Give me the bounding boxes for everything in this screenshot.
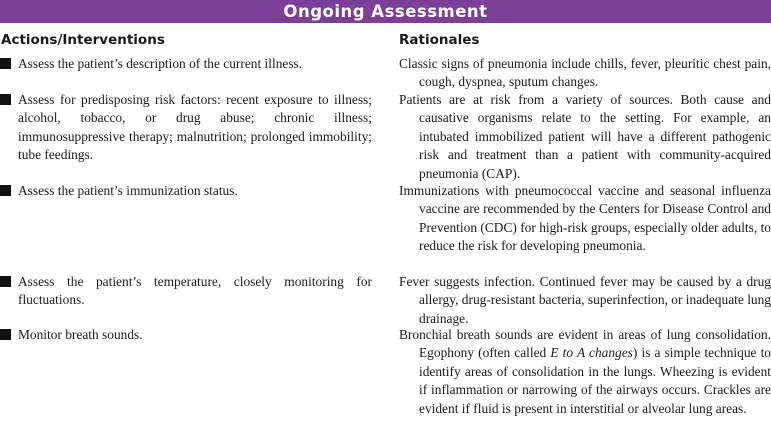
- rationale-cell: [399, 55, 771, 92]
- square-bullet-icon: [0, 58, 11, 69]
- rationale-emphasis: E to A changes: [550, 345, 633, 361]
- rationale-text: Bronchial breath sounds are evident in areas of lung consolidation. Egophony (often called: [399, 327, 771, 361]
- action-cell: [0, 326, 372, 344]
- rationale-text: Fever suggests infection. Continued fever may be caused by a drug allergy, drug-resistant bacteria, superinfection, or inadequate lung drainage.: [399, 274, 771, 326]
- rationale-text: Classic signs of pneumonia include chills, fever, pleuritic chest pain, cough, dyspnea, sputum changes.: [399, 56, 771, 90]
- rationales-column-header: Rationales: [399, 32, 480, 48]
- rationale-cell: [399, 91, 771, 183]
- action-cell: [0, 273, 372, 310]
- section-banner: [0, 0, 771, 23]
- action-text: Assess for predisposing risk factors: recent exposure to illness; alcohol, tobacco, or drug abuse; chronic illness; immunosuppressive therapy; malnutrition; prolonged immobility; tube feedings.: [18, 92, 372, 163]
- action-text: Assess the patient’s temperature, closely monitoring for fluctuations.: [18, 274, 372, 308]
- square-bullet-icon: [0, 94, 11, 105]
- column-headers: [0, 23, 771, 48]
- action-text: Monitor breath sounds.: [18, 327, 143, 342]
- rationale-cell: [399, 273, 771, 328]
- rationale-cell: [399, 326, 771, 418]
- square-bullet-icon: [0, 329, 11, 340]
- rationale-text: Patients are at risk from a variety of sources. Both cause and causative organisms relate to the setting. For example, an intubated immobilized patient will have a different pathogenic risk and treatment than a patient with community-acquired pneumonia (CAP).: [399, 92, 771, 181]
- action-text: Assess the patient’s immunization status.: [18, 183, 238, 198]
- section-title: Ongoing Assessment: [283, 2, 488, 21]
- actions-column-header: Actions/Interventions: [1, 32, 165, 48]
- square-bullet-icon: [0, 276, 11, 287]
- action-text: Assess the patient’s description of the current illness.: [18, 56, 303, 71]
- action-cell: [0, 55, 372, 73]
- rationale-text: ) is a simple technique to identify areas of consolidation in the lungs. Wheezing is evident if inflammation or narrowing of the airways occurs. Crackles are evident if fluid is present in interstitial or alveolar lung areas.: [419, 345, 771, 416]
- rationale-text: Immunizations with pneumococcal vaccine and seasonal influenza vaccine are recommended by the Centers for Disease Control and Prevention (CDC) for high-risk groups, especially older adults, to reduce the risk for developing pneumonia.: [399, 183, 771, 254]
- action-cell: [0, 182, 372, 200]
- action-cell: [0, 91, 372, 165]
- rationale-cell: [399, 182, 771, 256]
- square-bullet-icon: [0, 185, 11, 196]
